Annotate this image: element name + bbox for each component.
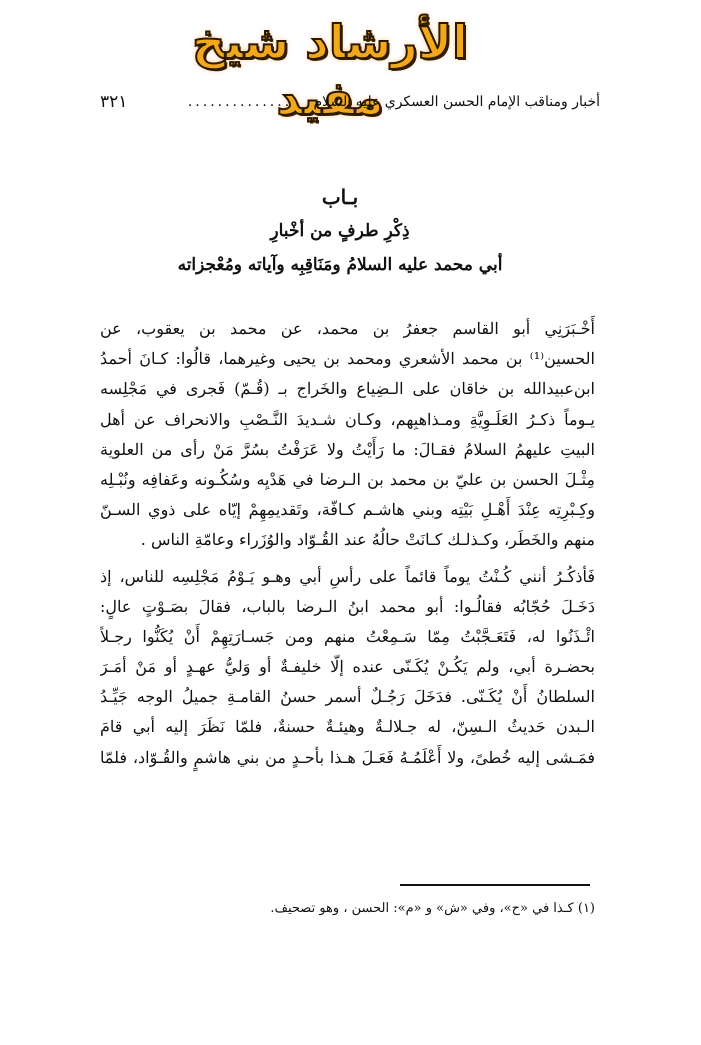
body-line: بحضـرة أبي، ولم يَكُـنْ يُكَـنّى عنده إلّا خليفـةٌ أو وَليُّ عهـدٍ أو مَنْ أمَـرَ: [100, 657, 595, 677]
body-line: منهم والخَطَر، وكـذلـك كـانَتْ حالُهُ عند القُـوّاد والوُزَراء وعامّةِ الناس .: [140, 530, 595, 550]
body-line: ابن‌عبيدالله بن خاقان على الـضِياع والخَراج بـ (قُـمّ) فَجرى في مَجْلِسه: [100, 379, 595, 399]
body-text: [100, 314, 595, 773]
running-head: [100, 90, 600, 114]
running-head-title: أخبار ومناقب الإمام الحسن العسكري عليه السلام: [313, 94, 600, 110]
body-line: أَخْـبَرَنِي أبو القاسم جعفرُ بن محمد، عن محمد بن يعقوب، عن: [100, 319, 595, 338]
body-line: الـبدن حَديثُ الـسِنّ، له جـلالـةٌ وهيئـةٌ حسنةٌ، فلمّا نَظَرَ إليه أبي قامَ: [100, 717, 595, 737]
body-line: وكِـبْرِتِه عِنْدَ أَهْـلِ بَيْتِه وبني هاشـم كـافّة، وتَقديمِهِمْ إيّاه على ذوي السـنّ: [100, 500, 595, 520]
running-head-leader: ..............: [187, 94, 293, 110]
body-line: السلطانُ أَنْ يُكَـنّى. فدَخَلَ رَجُـلٌ أسمر حسنُ القامـةِ جميلُ الوجه جَيِّـدُ: [100, 687, 595, 707]
body-line: البيتِ عليهمُ السلامُ فقـالَ: ما رَأَيْتُ ولا عَرَفْتُ بسُرَّ مَنْ رأى من العلوية: [100, 439, 595, 459]
chapter-title-line-2: أبي محمد عليه السلامُ ومَنَاقِبِه وآياته ومُعْجزاته: [177, 255, 503, 275]
footnote-divider: [400, 884, 590, 886]
body-line: دَخَـلَ حُجّابُه فقالُـوا: أبو محمد ابنُ الـرضا بالباب، فقالَ بصَـوْتٍ عالٍ:: [100, 596, 595, 616]
page-number: ٣٢١: [100, 92, 128, 112]
body-line: فمَـشى إليه خُطىً، ولا أَعْلَمُـهُ فَعَـلَ هـذا بأحـدٍ من بني هاشمٍ والقُـوّاد، فلمّا: [100, 747, 595, 767]
footnote: (١) كـذا في «ح»، وفي «ش» و «م»: الحسن ، وهو تصحيف.: [270, 901, 595, 916]
body-line: يـوماً ذكـرُ العَلَـوِيَّةِ ومـذاهبِهم، وكـان شـديدَ النَّـصْبِ والانحراف عن أهل: [100, 409, 595, 429]
chapter-word: بـاب: [321, 185, 359, 209]
app-title: الأرشاد شيخ مفيد: [192, 15, 468, 125]
body-line: الحسين⁽¹⁾ بن محمد الأشعري ومحمد بن يحيى وغيرهما، قالُوا: كـانَ أحمدُ: [100, 349, 595, 369]
body-line: فَأذكُـرُ أنني كُـنْتُ يوماً قائماً على رأسِ أبي وهـو يَـوْمُ مَجْلِسِه للناس، إذ: [100, 566, 595, 586]
body-line: مِثْـلَ الحسن بن عليّ بن محمد بن الـرضا في هَدْيِه وسُكُـونه وعَفافِه ونُبْـلِه: [100, 469, 595, 489]
chapter-title-line-1: ذِكْرِ طرفٍ من أخْبارِ: [270, 221, 410, 241]
body-line: ائْـذَنُوا له، فَتَعَـجَّبْتُ مِمّا سَـمِعْتُ منهم ومن جَسـارَتِهِمْ أَنْ يُكَنُّوا رجـلاً: [100, 626, 595, 646]
chapter-heading: [100, 180, 580, 282]
